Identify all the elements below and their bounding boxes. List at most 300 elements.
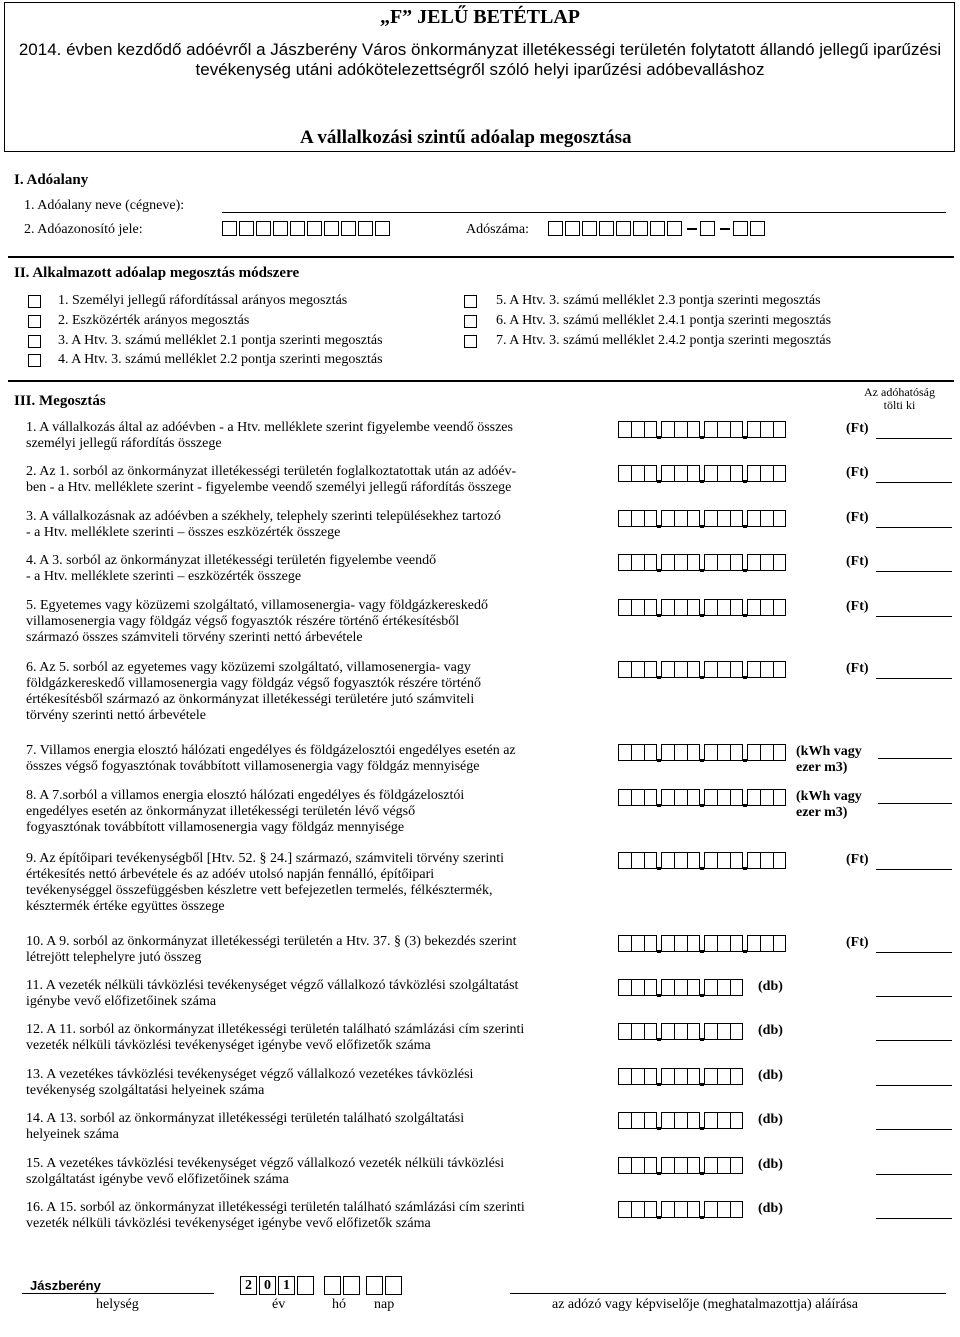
digit-box[interactable] bbox=[631, 554, 644, 571]
digit-box[interactable] bbox=[631, 1112, 644, 1129]
item-text: 13. A vezetékes távközlési tevékenységet végző vállalkozó vezetékes távközlési tevékenység szolgáltatási helyeinek száma bbox=[26, 1067, 474, 1098]
amount-boxes[interactable] bbox=[618, 1068, 743, 1086]
digit-box[interactable] bbox=[644, 1023, 657, 1040]
thousand-separator bbox=[743, 510, 747, 527]
digit-box[interactable] bbox=[674, 1112, 687, 1129]
taxpayer-name-label: 1. Adóalany neve (cégneve): bbox=[24, 198, 185, 213]
digit-box[interactable] bbox=[717, 465, 730, 482]
dash-separator bbox=[687, 228, 697, 230]
digit-box[interactable] bbox=[687, 599, 700, 616]
digit-box[interactable] bbox=[631, 599, 644, 616]
digit-box[interactable] bbox=[773, 465, 786, 482]
method-checkbox[interactable] bbox=[464, 295, 477, 308]
authority-field[interactable] bbox=[876, 1129, 952, 1130]
year-digit-box[interactable]: 1 bbox=[278, 1276, 295, 1295]
digit-box[interactable] bbox=[704, 1201, 717, 1218]
month-digit-box[interactable] bbox=[324, 1276, 341, 1295]
digit-box[interactable] bbox=[750, 221, 765, 236]
unit-label: (Ft) bbox=[846, 661, 869, 676]
authority-field[interactable] bbox=[876, 1174, 952, 1175]
digit-box[interactable] bbox=[661, 1201, 674, 1218]
authority-field[interactable] bbox=[876, 869, 952, 870]
thousand-separator bbox=[657, 465, 661, 482]
authority-field[interactable] bbox=[876, 527, 952, 528]
digit-box[interactable] bbox=[717, 510, 730, 527]
thousand-separator bbox=[743, 554, 747, 571]
digit-box[interactable] bbox=[644, 465, 657, 482]
method-checkbox[interactable] bbox=[28, 354, 41, 367]
authority-field[interactable] bbox=[876, 952, 952, 953]
digit-box[interactable] bbox=[674, 421, 687, 438]
digit-box[interactable] bbox=[773, 935, 786, 952]
amount-boxes[interactable] bbox=[618, 421, 786, 439]
digit-box[interactable] bbox=[704, 744, 717, 761]
amount-boxes[interactable] bbox=[618, 661, 786, 679]
digit-box[interactable] bbox=[256, 221, 271, 236]
digit-box[interactable] bbox=[674, 510, 687, 527]
digit-box[interactable] bbox=[661, 1112, 674, 1129]
authority-field[interactable] bbox=[876, 571, 952, 572]
signature-line[interactable] bbox=[510, 1293, 946, 1294]
digit-box[interactable] bbox=[704, 1023, 717, 1040]
digit-box[interactable] bbox=[674, 599, 687, 616]
digit-box[interactable] bbox=[618, 1068, 631, 1085]
digit-box[interactable] bbox=[717, 935, 730, 952]
digit-box[interactable] bbox=[687, 1068, 700, 1085]
digit-box[interactable] bbox=[618, 554, 631, 571]
digit-box[interactable] bbox=[548, 221, 563, 236]
authority-field[interactable] bbox=[876, 678, 952, 679]
digit-box[interactable] bbox=[599, 221, 614, 236]
digit-box[interactable] bbox=[760, 744, 773, 761]
method-label: 2. Eszközérték arányos megosztás bbox=[58, 313, 250, 328]
digit-box[interactable] bbox=[717, 1157, 730, 1174]
digit-box[interactable] bbox=[674, 1068, 687, 1085]
digit-box[interactable] bbox=[644, 554, 657, 571]
thousand-separator bbox=[657, 1157, 661, 1174]
digit-box[interactable] bbox=[747, 465, 760, 482]
thousand-separator bbox=[657, 852, 661, 869]
digit-box[interactable] bbox=[375, 221, 390, 236]
digit-box[interactable] bbox=[717, 1201, 730, 1218]
thousand-separator bbox=[657, 789, 661, 806]
digit-box[interactable] bbox=[730, 1023, 743, 1040]
digit-box[interactable] bbox=[222, 221, 237, 236]
digit-box[interactable] bbox=[644, 1201, 657, 1218]
digit-box[interactable] bbox=[717, 1112, 730, 1129]
digit-box[interactable] bbox=[631, 935, 644, 952]
amount-boxes[interactable] bbox=[618, 852, 786, 870]
digit-box[interactable] bbox=[644, 744, 657, 761]
digit-box[interactable] bbox=[644, 421, 657, 438]
digit-box[interactable] bbox=[730, 1201, 743, 1218]
thousand-separator bbox=[700, 979, 704, 996]
digit-box[interactable] bbox=[760, 852, 773, 869]
digit-box[interactable] bbox=[674, 789, 687, 806]
digit-box[interactable] bbox=[717, 979, 730, 996]
digit-box[interactable] bbox=[773, 421, 786, 438]
amount-boxes[interactable] bbox=[618, 1157, 743, 1175]
digit-box[interactable] bbox=[239, 221, 254, 236]
digit-box[interactable] bbox=[358, 221, 373, 236]
digit-box[interactable] bbox=[687, 744, 700, 761]
digit-box[interactable] bbox=[324, 221, 339, 236]
digit-box[interactable] bbox=[717, 1023, 730, 1040]
digit-box[interactable] bbox=[730, 510, 743, 527]
unit-label: (db) bbox=[758, 1157, 783, 1172]
digit-box[interactable] bbox=[700, 221, 715, 236]
digit-box[interactable] bbox=[618, 852, 631, 869]
amount-boxes[interactable] bbox=[618, 510, 786, 528]
taxpayer-name-field[interactable] bbox=[222, 212, 946, 213]
digit-box[interactable] bbox=[661, 852, 674, 869]
authority-field[interactable] bbox=[878, 803, 952, 804]
digit-box[interactable] bbox=[661, 510, 674, 527]
digit-box[interactable] bbox=[631, 510, 644, 527]
digit-box[interactable] bbox=[730, 599, 743, 616]
authority-field[interactable] bbox=[876, 1085, 952, 1086]
item-text: 3. A vállalkozásnak az adóévben a székhely, telephely szerinti településekhez tartozó - a Htv. melléklete szerinti – összes eszközérték összege bbox=[26, 509, 501, 540]
digit-box[interactable] bbox=[661, 744, 674, 761]
digit-box[interactable] bbox=[687, 1112, 700, 1129]
amount-boxes[interactable] bbox=[618, 1112, 743, 1130]
digit-box[interactable] bbox=[704, 935, 717, 952]
day-digit-box[interactable] bbox=[385, 1276, 402, 1295]
digit-box[interactable] bbox=[631, 465, 644, 482]
digit-box[interactable] bbox=[644, 979, 657, 996]
digit-box[interactable] bbox=[704, 661, 717, 678]
digit-box[interactable] bbox=[730, 661, 743, 678]
amount-boxes[interactable] bbox=[618, 935, 786, 953]
digit-box[interactable] bbox=[730, 1112, 743, 1129]
digit-box[interactable] bbox=[631, 1023, 644, 1040]
amount-boxes[interactable] bbox=[618, 744, 786, 762]
digit-box[interactable] bbox=[631, 789, 644, 806]
thousand-separator bbox=[657, 554, 661, 571]
digit-box[interactable] bbox=[747, 661, 760, 678]
digit-box[interactable] bbox=[687, 661, 700, 678]
digit-box[interactable] bbox=[687, 1201, 700, 1218]
dash-separator bbox=[720, 228, 730, 230]
digit-box[interactable] bbox=[618, 661, 631, 678]
digit-box[interactable] bbox=[661, 421, 674, 438]
digit-box[interactable] bbox=[760, 935, 773, 952]
digit-box[interactable] bbox=[631, 1201, 644, 1218]
item-text: 11. A vezeték nélküli távközlési tevékenységet végző vállalkozó távközlési szolgáltatást igénybe vevő előfizetőinek száma bbox=[26, 978, 519, 1009]
digit-box[interactable] bbox=[631, 421, 644, 438]
digit-box[interactable] bbox=[730, 789, 743, 806]
digit-box[interactable] bbox=[717, 599, 730, 616]
digit-box[interactable] bbox=[704, 554, 717, 571]
day-digit-box[interactable] bbox=[366, 1276, 383, 1295]
authority-field[interactable] bbox=[876, 1218, 952, 1219]
digit-box[interactable] bbox=[704, 789, 717, 806]
digit-box[interactable] bbox=[674, 935, 687, 952]
digit-box[interactable] bbox=[644, 661, 657, 678]
digit-box[interactable] bbox=[760, 599, 773, 616]
digit-box[interactable] bbox=[618, 1112, 631, 1129]
method-checkbox[interactable] bbox=[28, 335, 41, 348]
digit-box[interactable] bbox=[618, 789, 631, 806]
digit-box[interactable] bbox=[704, 599, 717, 616]
digit-box[interactable] bbox=[760, 465, 773, 482]
digit-box[interactable] bbox=[717, 421, 730, 438]
authority-field[interactable] bbox=[878, 758, 952, 759]
digit-box[interactable] bbox=[650, 221, 665, 236]
digit-box[interactable] bbox=[618, 465, 631, 482]
method-checkbox[interactable] bbox=[464, 315, 477, 328]
item-text: 9. Az építőipari tevékenységből [Htv. 52. § 24.] származó, számviteli törvény szerinti értékesítés nettó árbevétele és az adóév utolsó napján fennálló, építőipari tevékenységgel összefüggésben készletre vett befejezetlen termelés, félkésztermék, késztermék értéke együttes összege bbox=[26, 851, 505, 914]
digit-box[interactable] bbox=[644, 1068, 657, 1085]
thousand-separator bbox=[657, 661, 661, 678]
digit-box[interactable] bbox=[674, 1157, 687, 1174]
digit-box[interactable] bbox=[747, 421, 760, 438]
amount-boxes[interactable] bbox=[618, 1023, 743, 1041]
digit-box[interactable] bbox=[773, 852, 786, 869]
digit-box[interactable] bbox=[730, 1068, 743, 1085]
digit-box[interactable] bbox=[687, 421, 700, 438]
digit-box[interactable] bbox=[618, 599, 631, 616]
digit-box[interactable] bbox=[687, 935, 700, 952]
digit-box[interactable] bbox=[773, 510, 786, 527]
digit-box[interactable] bbox=[618, 510, 631, 527]
unit-label: (db) bbox=[758, 1023, 783, 1038]
digit-box[interactable] bbox=[618, 1023, 631, 1040]
amount-boxes[interactable] bbox=[618, 1201, 743, 1219]
digit-box[interactable] bbox=[730, 979, 743, 996]
digit-box[interactable] bbox=[618, 744, 631, 761]
signature-label: az adózó vagy képviselője (meghatalmazottja) aláírása bbox=[552, 1297, 858, 1312]
authority-note: Az adóhatóság tölti ki bbox=[864, 385, 935, 412]
thousand-separator bbox=[700, 935, 704, 952]
digit-box[interactable] bbox=[582, 221, 597, 236]
digit-box[interactable] bbox=[730, 554, 743, 571]
item-text: 2. Az 1. sorból az önkormányzat illetékességi területén foglalkoztatottak után az adóév- ben - a Htv. melléklete szerint - figyelembe veendő személyi jellegű ráfordítás összege bbox=[26, 464, 517, 495]
method-checkbox[interactable] bbox=[28, 295, 41, 308]
digit-box[interactable] bbox=[616, 221, 631, 236]
digit-box[interactable] bbox=[661, 1023, 674, 1040]
section2-title: II. Alkalmazott adóalap megosztás módszere bbox=[14, 265, 300, 281]
place-value[interactable]: Jászberény bbox=[30, 1278, 101, 1293]
digit-box[interactable] bbox=[644, 789, 657, 806]
digit-box[interactable] bbox=[717, 852, 730, 869]
digit-box[interactable] bbox=[730, 852, 743, 869]
digit-box[interactable] bbox=[661, 554, 674, 571]
digit-box[interactable] bbox=[674, 1201, 687, 1218]
month-digit-box[interactable] bbox=[343, 1276, 360, 1295]
digit-box[interactable] bbox=[644, 510, 657, 527]
digit-box[interactable] bbox=[644, 1157, 657, 1174]
digit-box[interactable] bbox=[747, 935, 760, 952]
thousand-separator bbox=[700, 465, 704, 482]
thousand-separator bbox=[700, 421, 704, 438]
digit-box[interactable] bbox=[747, 744, 760, 761]
tax-number-label: Adószáma: bbox=[466, 222, 529, 237]
authority-field[interactable] bbox=[876, 996, 952, 997]
thousand-separator bbox=[700, 1023, 704, 1040]
unit-label: (Ft) bbox=[846, 465, 869, 480]
unit-label: (Ft) bbox=[846, 935, 869, 950]
thousand-separator bbox=[700, 661, 704, 678]
digit-box[interactable] bbox=[661, 979, 674, 996]
year-digit-box[interactable] bbox=[297, 1276, 314, 1295]
digit-box[interactable] bbox=[667, 221, 682, 236]
digit-box[interactable] bbox=[773, 554, 786, 571]
digit-box[interactable] bbox=[661, 935, 674, 952]
digit-box[interactable] bbox=[661, 599, 674, 616]
digit-box[interactable] bbox=[618, 1201, 631, 1218]
amount-boxes[interactable] bbox=[618, 554, 786, 572]
item-text: 8. A 7.sorból a villamos energia elosztó hálózati engedélyes és földgázelosztói engedélyes esetén az önkormányzat illetékességi területén lévő végső fogyasztónak továbbított villamosenergia vagy földgáz mennyisége bbox=[26, 788, 465, 835]
digit-box[interactable] bbox=[618, 935, 631, 952]
digit-box[interactable] bbox=[631, 979, 644, 996]
authority-field[interactable] bbox=[876, 1040, 952, 1041]
digit-box[interactable] bbox=[773, 661, 786, 678]
digit-box[interactable] bbox=[674, 1023, 687, 1040]
digit-box[interactable] bbox=[644, 599, 657, 616]
amount-boxes[interactable] bbox=[618, 789, 786, 807]
digit-box[interactable] bbox=[687, 510, 700, 527]
digit-box[interactable] bbox=[773, 744, 786, 761]
digit-box[interactable] bbox=[747, 789, 760, 806]
method-checkbox[interactable] bbox=[464, 335, 477, 348]
digit-box[interactable] bbox=[730, 465, 743, 482]
digit-box[interactable] bbox=[674, 554, 687, 571]
digit-box[interactable] bbox=[631, 1068, 644, 1085]
digit-box[interactable] bbox=[618, 1157, 631, 1174]
digit-box[interactable] bbox=[341, 221, 356, 236]
digit-box[interactable] bbox=[618, 979, 631, 996]
digit-box[interactable] bbox=[730, 935, 743, 952]
digit-box[interactable] bbox=[631, 661, 644, 678]
digit-box[interactable] bbox=[747, 510, 760, 527]
digit-box[interactable] bbox=[661, 789, 674, 806]
digit-box[interactable] bbox=[687, 789, 700, 806]
item-text: 12. A 11. sorból az önkormányzat illetékességi területén található számlázási cím szerinti vezeték nélküli távközlési tevékenységet igénybe vevő előfizetők száma bbox=[26, 1022, 525, 1053]
digit-box[interactable] bbox=[747, 599, 760, 616]
digit-box[interactable] bbox=[704, 1068, 717, 1085]
digit-box[interactable] bbox=[687, 554, 700, 571]
digit-box[interactable] bbox=[760, 661, 773, 678]
thousand-separator bbox=[743, 421, 747, 438]
year-digit-box[interactable]: 0 bbox=[259, 1276, 276, 1295]
digit-box[interactable] bbox=[631, 852, 644, 869]
amount-boxes[interactable] bbox=[618, 465, 786, 483]
digit-box[interactable] bbox=[773, 789, 786, 806]
tax-number-boxes[interactable] bbox=[548, 221, 767, 239]
digit-box[interactable] bbox=[717, 661, 730, 678]
digit-box[interactable] bbox=[760, 421, 773, 438]
digit-box[interactable] bbox=[290, 221, 305, 236]
digit-box[interactable] bbox=[773, 599, 786, 616]
digit-box[interactable] bbox=[730, 744, 743, 761]
digit-box[interactable] bbox=[704, 1112, 717, 1129]
thousand-separator bbox=[743, 599, 747, 616]
thousand-separator bbox=[700, 789, 704, 806]
digit-box[interactable] bbox=[618, 421, 631, 438]
tax-id-boxes[interactable] bbox=[222, 221, 392, 239]
item-text: 6. Az 5. sorból az egyetemes vagy közüzemi szolgáltató, villamosenergia- vagy földgázkereskedő villamosenergia vagy földgáz végső fogyasztók részére történő értékesítésből származó az önkormányzat illetékességi területére jutó számviteli törvény szerinti nettó árbevétele bbox=[26, 660, 481, 723]
digit-box[interactable] bbox=[687, 465, 700, 482]
digit-box[interactable] bbox=[565, 221, 580, 236]
thousand-separator bbox=[743, 465, 747, 482]
digit-box[interactable] bbox=[717, 554, 730, 571]
digit-box[interactable] bbox=[687, 1157, 700, 1174]
digit-box[interactable] bbox=[674, 979, 687, 996]
digit-box[interactable] bbox=[747, 554, 760, 571]
method-checkbox[interactable] bbox=[28, 315, 41, 328]
digit-box[interactable] bbox=[674, 744, 687, 761]
digit-box[interactable] bbox=[687, 1023, 700, 1040]
digit-box[interactable] bbox=[661, 1157, 674, 1174]
digit-box[interactable] bbox=[704, 1157, 717, 1174]
digit-box[interactable] bbox=[730, 421, 743, 438]
thousand-separator bbox=[743, 789, 747, 806]
digit-box[interactable] bbox=[644, 1112, 657, 1129]
digit-box[interactable] bbox=[717, 789, 730, 806]
digit-box[interactable] bbox=[631, 1157, 644, 1174]
digit-box[interactable] bbox=[760, 789, 773, 806]
digit-box[interactable] bbox=[674, 852, 687, 869]
digit-box[interactable] bbox=[307, 221, 322, 236]
digit-box[interactable] bbox=[733, 221, 748, 236]
thousand-separator bbox=[700, 599, 704, 616]
digit-box[interactable] bbox=[687, 852, 700, 869]
method-label: 4. A Htv. 3. számú melléklet 2.2 pontja szerinti megosztás bbox=[58, 352, 383, 367]
digit-box[interactable] bbox=[633, 221, 648, 236]
amount-boxes[interactable] bbox=[618, 599, 786, 617]
day-label: nap bbox=[374, 1297, 395, 1312]
digit-box[interactable] bbox=[661, 661, 674, 678]
digit-box[interactable] bbox=[644, 935, 657, 952]
section3-title: III. Megosztás bbox=[14, 393, 106, 409]
digit-box[interactable] bbox=[704, 421, 717, 438]
method-label: 1. Személyi jellegű ráfordítással arányos megosztás bbox=[58, 293, 348, 308]
thousand-separator bbox=[657, 1023, 661, 1040]
digit-box[interactable] bbox=[760, 554, 773, 571]
authority-field[interactable] bbox=[876, 482, 952, 483]
digit-box[interactable] bbox=[704, 852, 717, 869]
digit-box[interactable] bbox=[644, 852, 657, 869]
digit-box[interactable] bbox=[717, 1068, 730, 1085]
digit-box[interactable] bbox=[704, 510, 717, 527]
item-text: 15. A vezetékes távközlési tevékenységet végző vállalkozó vezeték nélküli távközlési szolgáltatást igénybe vevő előfizetőinek száma bbox=[26, 1156, 505, 1187]
digit-box[interactable] bbox=[717, 744, 730, 761]
digit-box[interactable] bbox=[661, 1068, 674, 1085]
digit-box[interactable] bbox=[674, 661, 687, 678]
digit-box[interactable] bbox=[747, 852, 760, 869]
digit-box[interactable] bbox=[704, 465, 717, 482]
month-label: hó bbox=[332, 1297, 346, 1312]
digit-box[interactable] bbox=[631, 744, 644, 761]
year-digit-box[interactable]: 2 bbox=[240, 1276, 257, 1295]
thousand-separator bbox=[700, 1201, 704, 1218]
digit-box[interactable] bbox=[273, 221, 288, 236]
digit-box[interactable] bbox=[661, 465, 674, 482]
digit-box[interactable] bbox=[760, 510, 773, 527]
form-subtitle: 2014. évben kezdődő adóévről a Jászberény Város önkormányzat illetékességi területén folytatott állandó jellegű iparűzési tevékenység utáni adókötelezettségről szóló helyi iparűzési adóbevalláshoz bbox=[18, 40, 942, 79]
item-text: 7. Villamos energia elosztó hálózati engedélyes és földgázelosztói engedélyes esetén az összes végső fogyasztónak továbbított villamosenergia vagy földgáz mennyisége bbox=[26, 743, 516, 774]
digit-box[interactable] bbox=[674, 465, 687, 482]
amount-boxes[interactable] bbox=[618, 979, 743, 997]
authority-field[interactable] bbox=[876, 438, 952, 439]
digit-box[interactable] bbox=[704, 979, 717, 996]
authority-field[interactable] bbox=[876, 616, 952, 617]
thousand-separator bbox=[657, 599, 661, 616]
digit-box[interactable] bbox=[687, 979, 700, 996]
digit-box[interactable] bbox=[730, 1157, 743, 1174]
thousand-separator bbox=[657, 510, 661, 527]
